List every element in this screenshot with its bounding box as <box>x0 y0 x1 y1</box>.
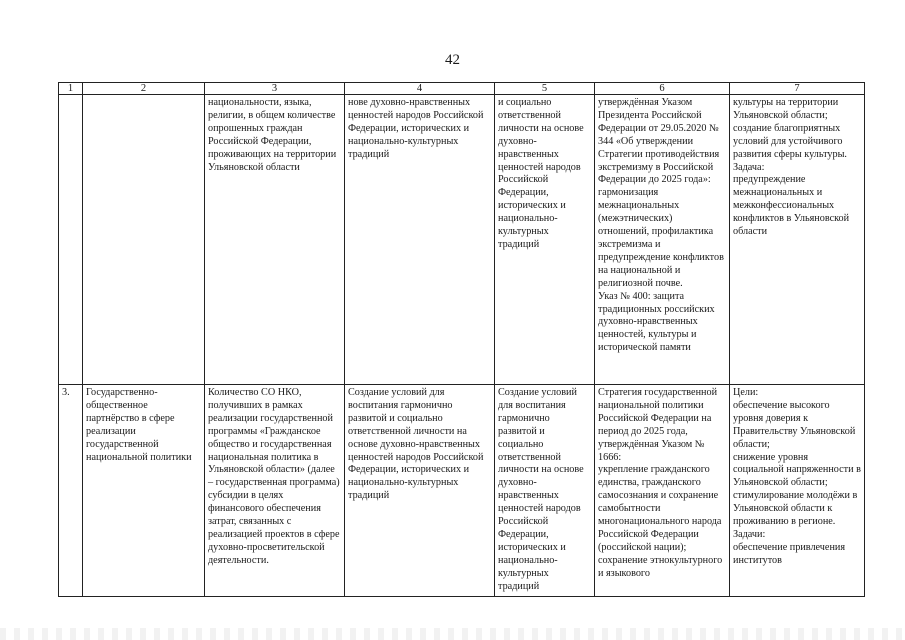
direction-name-cell <box>83 95 205 385</box>
expected-result-cell: нове духовно-нравственных ценностей народов Российской Федерации, исторических и национально-культурных традиций <box>345 95 495 385</box>
indicator-cell: национальности, языка, религии, в общем количестве опрошенных граждан Российской Федерации, проживающих на территории Ульяновской области <box>205 95 345 385</box>
expected-result-cell: Создание условий для воспитания гармонично развитой и социально ответственной личности на основе духовно-нравственных ценностей народов Российской Федерации, исторических и национально-культурных традиций <box>345 385 495 597</box>
column-header-4: 4 <box>345 83 495 95</box>
row-number-cell: 3. <box>59 385 83 597</box>
strategy-table <box>58 82 865 597</box>
strategic-documents-cell: Стратегия государственной национальной политики Российской Федерации на период до 2025 года, утверждённая Указом № 1666: укрепление гражданского единства, гражданского самосознания и сохранение самобытности многонационального народа Российской Федерации (российской нации); сохранение этнокультурного и языкового <box>595 385 730 597</box>
column-header-2: 2 <box>83 83 205 95</box>
page-number: 42 <box>445 52 460 68</box>
table-header-row <box>59 83 865 95</box>
column-header-6: 6 <box>595 83 730 95</box>
column-header-3: 3 <box>205 83 345 95</box>
goals-tasks-cell: Цели: обеспечение высокого уровня доверия к Правительству Ульяновской области; снижение уровня социальной напряженности в Ульяновской области; стимулирование молодёжи в Ульяновской области к проживанию в регионе. Задачи: обеспечение привлечения институтов <box>730 385 865 597</box>
national-goal-cell: и социально ответственной личности на основе духовно-нравственных ценностей народов Российской Федерации, исторических и национально-культурных традиций <box>495 95 595 385</box>
column-header-7: 7 <box>730 83 865 95</box>
table-row <box>59 95 865 385</box>
scan-bottom-edge <box>0 628 905 640</box>
direction-name-cell: Государственно-общественное партнёрство в сфере реализации государственной национальной политики <box>83 385 205 597</box>
indicator-cell: Количество СО НКО, получивших в рамках реализации государственной программы «Гражданское общество и государственная национальная политика в Ульяновской области» (далее – государственная программа) субсидии в целях финансового обеспечения затрат, связанных с реализацией проектов в сфере духовно-просветительской деятельности. <box>205 385 345 597</box>
row-number-cell <box>59 95 83 385</box>
goals-tasks-cell: культуры на территории Ульяновской области; создание благоприятных условий для устойчивого развития сферы культуры. Задача: предупреждение межнациональных и межконфессиональных конфликтов в Ульяновской области <box>730 95 865 385</box>
table-row <box>59 385 865 597</box>
national-goal-cell: Создание условий для воспитания гармонично развитой и социально ответственной личности на основе духовно-нравственных ценностей народов Российской Федерации, исторических и национально-культурных традиций <box>495 385 595 597</box>
strategic-documents-cell: утверждённая Указом Президента Российской Федерации от 29.05.2020 № 344 «Об утверждении Стратегии противодействия экстремизму в Российской Федерации до 2025 года»: гармонизация межнациональных (межэтнических) отношений, профилактика экстремизма и предупреждение конфликтов на национальной и религиозной почве. Указ № 400: защита традиционных российских духовно-нравственных ценностей, культуры и исторической памяти <box>595 95 730 385</box>
column-header-5: 5 <box>495 83 595 95</box>
column-header-1: 1 <box>59 83 83 95</box>
